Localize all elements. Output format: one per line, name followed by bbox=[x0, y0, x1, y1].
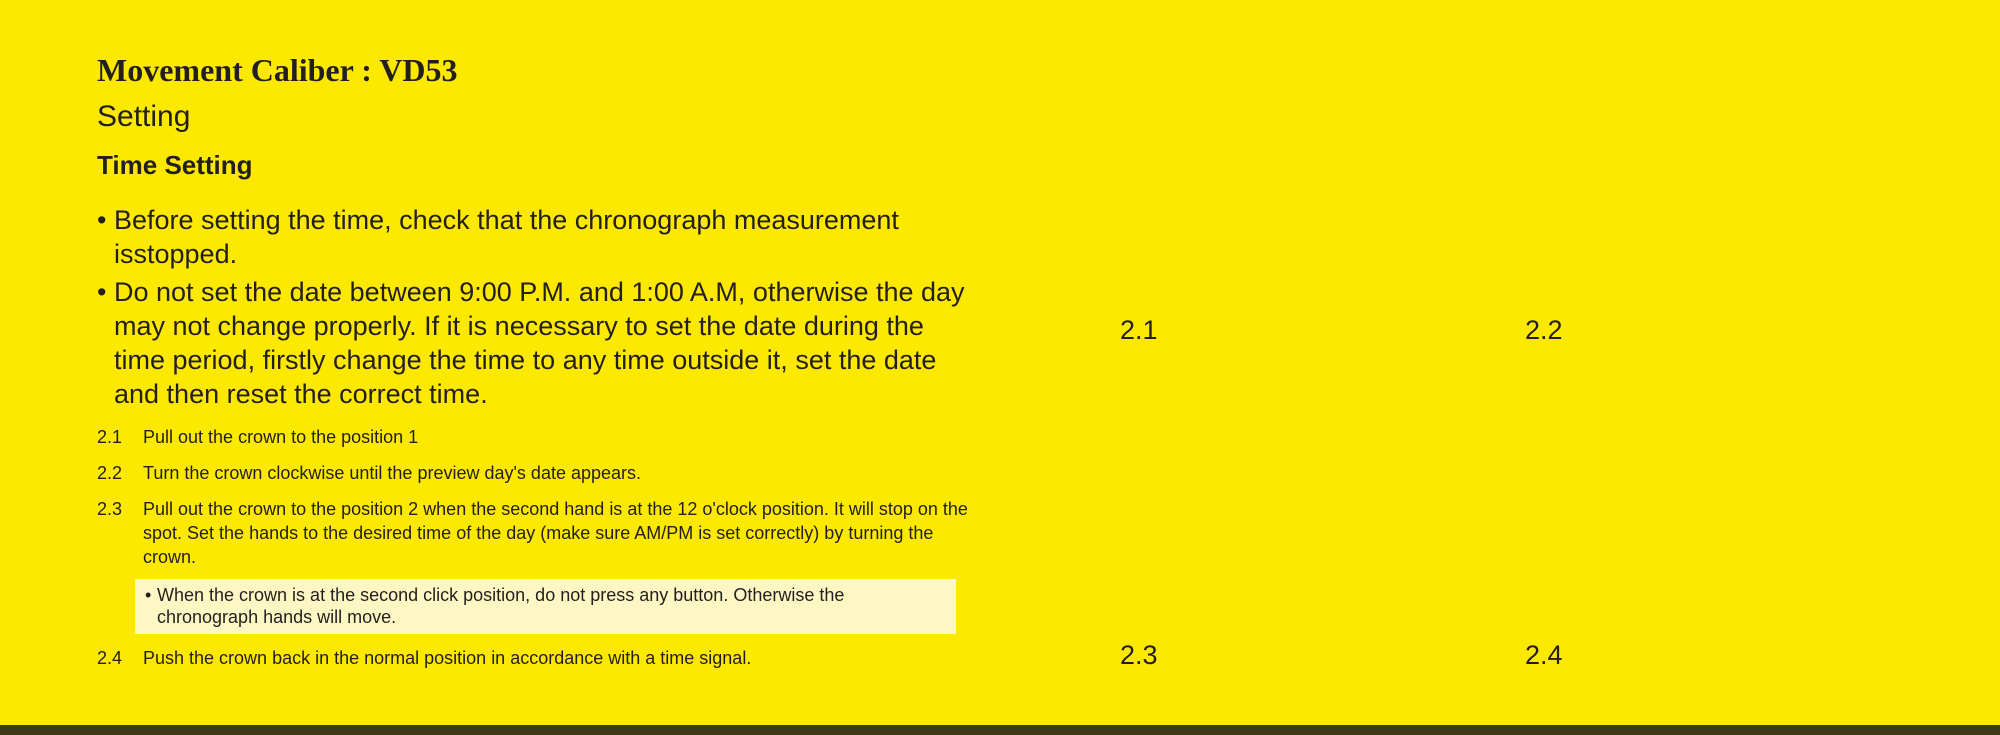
step-number: 2.3 bbox=[97, 499, 123, 519]
step-text: Turn the crown clockwise until the preview day's date appears. bbox=[143, 463, 642, 483]
step-number: 2.4 bbox=[97, 648, 123, 668]
section-title: Time Setting bbox=[97, 150, 253, 180]
watch-figure-2-3 bbox=[1105, 405, 1505, 705]
step-number: 2.2 bbox=[97, 463, 123, 483]
step-item bbox=[97, 497, 977, 569]
figure-label: 2.1 bbox=[1120, 315, 1158, 345]
figure-label: 2.3 bbox=[1120, 640, 1158, 670]
page-title: Movement Caliber : VD53 bbox=[97, 52, 458, 88]
bullet-item: • Before setting the time, check that the chronograph measurement isstopped. bbox=[97, 203, 977, 271]
step-number: 2.1 bbox=[97, 427, 123, 447]
step-item bbox=[97, 425, 977, 449]
bullet-list bbox=[97, 203, 977, 415]
step-item bbox=[97, 646, 977, 670]
step-item bbox=[97, 461, 977, 485]
bullet-item: • Do not set the date between 9:00 P.M. and 1:00 A.M, otherwise the day may not change properly. If it is necessary to set the date during the time period, firstly change the time to any time outside it, set the date and then reset the correct time. bbox=[97, 275, 977, 411]
figure-label: 2.2 bbox=[1525, 315, 1563, 345]
step-list bbox=[97, 425, 977, 682]
watch-figure-2-4 bbox=[1510, 405, 1910, 705]
step-text: Pull out the crown to the position 1 bbox=[143, 427, 419, 447]
bottom-strip bbox=[0, 725, 2000, 735]
step-text: Pull out the crown to the position 2 when the second hand is at the 12 o'clock position. It will stop on the spot. Set the hands to the desired time of the day (make sure AM/PM is set correctly) by turning the crown. bbox=[143, 499, 968, 567]
page-subtitle: Setting bbox=[97, 100, 191, 133]
watch-figure-2-2 bbox=[1510, 80, 1910, 380]
watch-figure-2-1 bbox=[1105, 80, 1505, 380]
warning-note: • When the crown is at the second click position, do not press any button. Otherwise the chronograph hands will move. bbox=[135, 579, 956, 634]
figure-label: 2.4 bbox=[1525, 640, 1563, 670]
step-text: Push the crown back in the normal position in accordance with a time signal. bbox=[143, 648, 752, 668]
